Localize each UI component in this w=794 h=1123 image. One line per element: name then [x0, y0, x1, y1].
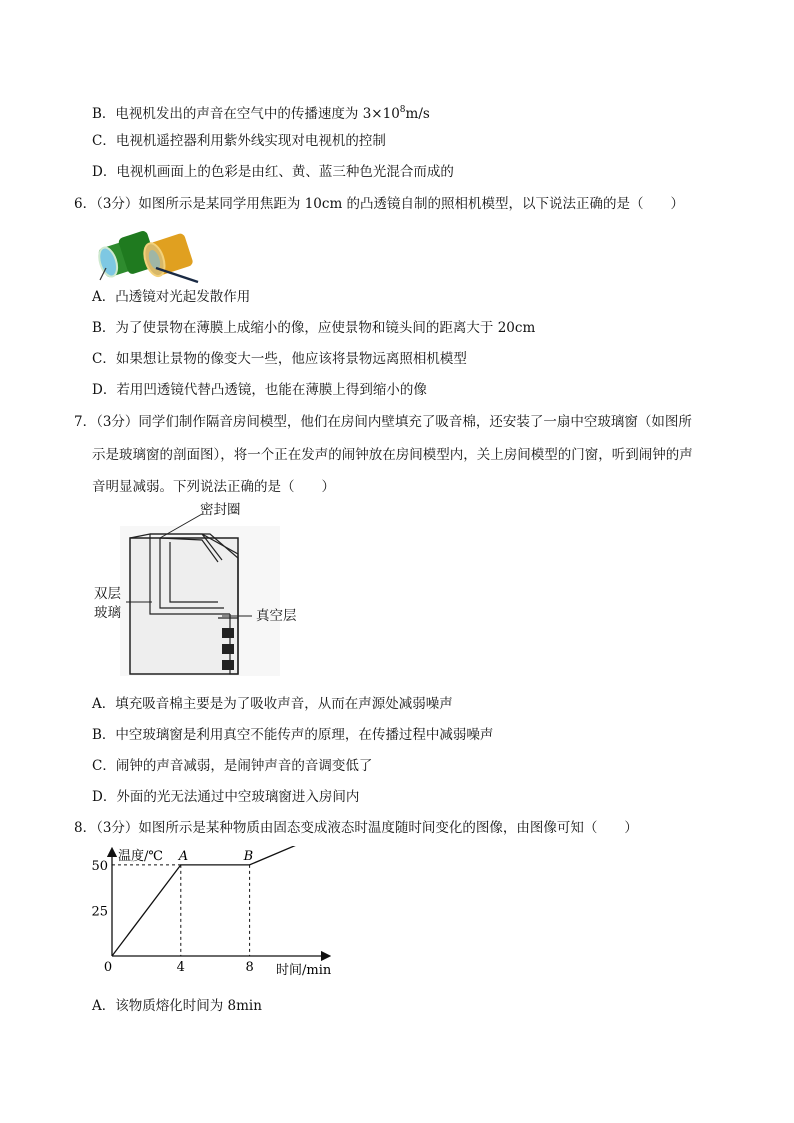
- q7-option-b: B．中空玻璃窗是利用真空不能传声的原理，在传播过程中减弱噪声: [92, 727, 494, 743]
- window-cross-section-diagram: [90, 498, 315, 680]
- q6-option-d: D．若用凹透镜代替凸透镜，也能在薄膜上得到缩小的像: [92, 382, 427, 398]
- x-tick-label: 8: [245, 960, 254, 975]
- q7-option-c: C．闹钟的声音减弱，是闹钟声音的音调变低了: [92, 758, 373, 774]
- q6-option-a: A．凸透镜对光起发散作用: [92, 289, 251, 305]
- q5-option-b: B．电视机发出的声音在空气中的传播速度为 $3\times 10^8m/s$: [92, 105, 430, 122]
- q7-stem-line-3: 音明显减弱。下列说法正确的是（ ）: [92, 479, 335, 495]
- q7-option-a: A．填充吸音棉主要是为了吸收声音，从而在声源处减弱噪声: [92, 696, 453, 712]
- x-tick-label: 0: [103, 960, 113, 975]
- q6-option-c: C．如果想让景物的像变大一些，他应该将景物远离照相机模型: [92, 351, 467, 367]
- q7-option-d: D．外面的光无法通过中空玻璃窗进入房间内: [92, 789, 360, 805]
- q7-stem-line-1: 7．（3分）同学们制作隔音房间模型，他们在房间内壁填充了吸音棉，还安装了一扇中空玻璃窗（如图所: [74, 414, 692, 430]
- y-axis-label: 温度/℃: [118, 849, 163, 864]
- q6-option-b: B．为了使景物在薄膜上成缩小的像，应使景物和镜头间的距离大于 20cm: [92, 320, 536, 336]
- x-axis-label: 时间/min: [276, 963, 332, 978]
- q5-option-d: D．电视机画面上的色彩是由红、黄、蓝三种色光混合而成的: [92, 164, 454, 180]
- q8-stem: 8．（3分）如图所示是某种物质由固态变成液态时温度随时间变化的图像，由图像可知（ ）: [74, 820, 638, 836]
- q7-stem-line-2: 示是玻璃窗的剖面图），将一个正在发声的闹钟放在房间模型内，关上房间模型的门窗，听到闹钟的声: [92, 447, 693, 463]
- label-glass: 玻璃: [94, 605, 121, 621]
- y-tick-label: 50: [91, 858, 108, 874]
- q8-option-a: A．该物质熔化时间为 8min: [92, 998, 262, 1014]
- point-label: A: [178, 848, 189, 864]
- label-seal-ring: 密封圈: [200, 502, 241, 518]
- q6-stem: 6．（3分）如图所示是某同学用焦距为 10cm 的凸透镜自制的照相机模型，以下说法正确的是（ ）: [74, 196, 685, 212]
- camera-model-image: [94, 224, 204, 284]
- x-tick-label: 4: [176, 960, 185, 975]
- point-label: B: [243, 848, 254, 864]
- label-vacuum-layer: 真空层: [256, 608, 297, 624]
- q5-option-c: C．电视机遥控器利用紫外线实现对电视机的控制: [92, 133, 386, 149]
- y-tick-label: 25: [91, 904, 108, 920]
- temperature-time-chart: [88, 846, 348, 982]
- label-double-layer: 双层: [94, 586, 121, 602]
